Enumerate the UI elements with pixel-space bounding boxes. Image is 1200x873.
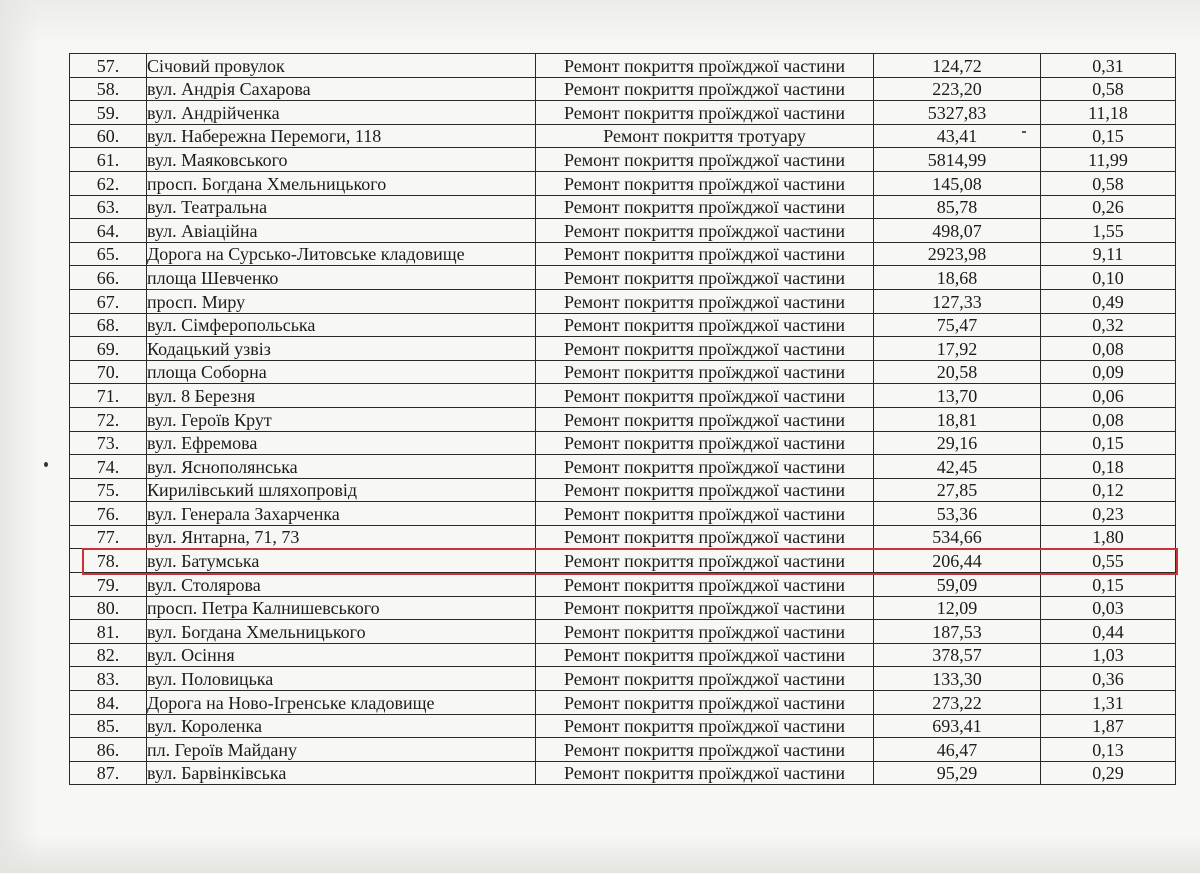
work-type-cell: Ремонт покриття проїжджої частини xyxy=(536,54,874,78)
area-cell: 75,47 xyxy=(874,313,1041,337)
row-number-cell: 85. xyxy=(70,714,147,738)
table-row xyxy=(70,738,1176,762)
table-row xyxy=(70,525,1176,549)
work-type-cell: Ремонт покриття проїжджої частини xyxy=(536,502,874,526)
area-cell: 53,36 xyxy=(874,502,1041,526)
work-type-cell: Ремонт покриття проїжджої частини xyxy=(536,219,874,243)
row-number-cell: 62. xyxy=(70,171,147,195)
row-number-cell: 68. xyxy=(70,313,147,337)
street-name-cell: вул. Андрія Сахарова xyxy=(147,77,536,101)
table-row xyxy=(70,407,1176,431)
cost-cell: 0,58 xyxy=(1041,77,1176,101)
row-number-cell: 73. xyxy=(70,431,147,455)
cost-cell: 1,31 xyxy=(1041,691,1176,715)
table-row xyxy=(70,266,1176,290)
work-type-cell: Ремонт покриття проїжджої частини xyxy=(536,101,874,125)
cost-cell: 1,87 xyxy=(1041,714,1176,738)
street-name-cell: вул. Осіння xyxy=(147,643,536,667)
row-number-cell: 66. xyxy=(70,266,147,290)
cost-cell: 0,10 xyxy=(1041,266,1176,290)
street-name-cell: вул. Набережна Перемоги, 118 xyxy=(147,124,536,148)
table-row xyxy=(70,502,1176,526)
street-name-cell: пл. Героїв Майдану xyxy=(147,738,536,762)
area-cell: 124,72 xyxy=(874,54,1041,78)
row-number-cell: 84. xyxy=(70,691,147,715)
area-cell: 498,07 xyxy=(874,219,1041,243)
work-type-cell: Ремонт покриття проїжджої частини xyxy=(536,643,874,667)
row-number-cell: 67. xyxy=(70,289,147,313)
cost-cell: 0,15 xyxy=(1041,431,1176,455)
table-row xyxy=(70,761,1176,785)
table-row xyxy=(70,289,1176,313)
cost-cell: 1,03 xyxy=(1041,643,1176,667)
cost-cell: 0,44 xyxy=(1041,620,1176,644)
work-type-cell: Ремонт покриття проїжджої частини xyxy=(536,596,874,620)
table-row xyxy=(70,219,1176,243)
area-cell: 12,09 xyxy=(874,596,1041,620)
cost-cell: 0,32 xyxy=(1041,313,1176,337)
work-type-cell: Ремонт покриття проїжджої частини xyxy=(536,242,874,266)
work-type-cell: Ремонт покриття проїжджої частини xyxy=(536,337,874,361)
area-cell: 378,57 xyxy=(874,643,1041,667)
work-type-cell: Ремонт покриття проїжджої частини xyxy=(536,384,874,408)
work-type-cell: Ремонт покриття проїжджої частини xyxy=(536,691,874,715)
row-number-cell: 63. xyxy=(70,195,147,219)
table-body xyxy=(70,54,1176,785)
table-row xyxy=(70,337,1176,361)
table-row xyxy=(70,54,1176,78)
row-number-cell: 60. xyxy=(70,124,147,148)
street-name-cell: вул. Ефремова xyxy=(147,431,536,455)
table-row xyxy=(70,384,1176,408)
table-row xyxy=(70,242,1176,266)
area-cell: 95,29 xyxy=(874,761,1041,785)
cost-cell: 0,06 xyxy=(1041,384,1176,408)
row-number-cell: 83. xyxy=(70,667,147,691)
area-cell: 145,08 xyxy=(874,171,1041,195)
cost-cell: 0,18 xyxy=(1041,455,1176,479)
street-name-cell: вул. Половицька xyxy=(147,667,536,691)
row-number-cell: 58. xyxy=(70,77,147,101)
cost-cell: 11,99 xyxy=(1041,148,1176,172)
table-row-highlighted xyxy=(70,549,1176,573)
area-cell: 5814,99 xyxy=(874,148,1041,172)
work-type-cell: Ремонт покриття проїжджої частини xyxy=(536,761,874,785)
street-name-cell: вул. Барвінківська xyxy=(147,761,536,785)
cost-cell: 0,36 xyxy=(1041,667,1176,691)
cost-cell: 0,08 xyxy=(1041,407,1176,431)
table-row xyxy=(70,77,1176,101)
row-number-cell: 75. xyxy=(70,478,147,502)
row-number-cell: 61. xyxy=(70,148,147,172)
area-cell: 2923,98 xyxy=(874,242,1041,266)
work-type-cell: Ремонт покриття проїжджої частини xyxy=(536,620,874,644)
cost-cell: 0,29 xyxy=(1041,761,1176,785)
scan-shadow-top xyxy=(0,0,1200,46)
street-name-cell: вул. Сімферопольська xyxy=(147,313,536,337)
row-number-cell: 78. xyxy=(70,549,147,573)
work-type-cell: Ремонт покриття проїжджої частини xyxy=(536,525,874,549)
street-name-cell: просп. Петра Калнишевського xyxy=(147,596,536,620)
table-row xyxy=(70,714,1176,738)
table-row xyxy=(70,620,1176,644)
area-cell: 13,70 xyxy=(874,384,1041,408)
street-name-cell: Січовий провулок xyxy=(147,54,536,78)
table-row xyxy=(70,643,1176,667)
row-number-cell: 80. xyxy=(70,596,147,620)
row-number-cell: 70. xyxy=(70,360,147,384)
cost-cell: 0,15 xyxy=(1041,573,1176,597)
table-row xyxy=(70,667,1176,691)
row-number-cell: 76. xyxy=(70,502,147,526)
row-number-cell: 87. xyxy=(70,761,147,785)
street-name-cell: Дорога на Ново-Ігренське кладовище xyxy=(147,691,536,715)
work-type-cell: Ремонт покриття тротуару xyxy=(536,124,874,148)
area-cell: 206,44 xyxy=(874,549,1041,573)
scan-shadow-left xyxy=(0,0,40,873)
area-cell: 18,68 xyxy=(874,266,1041,290)
row-number-cell: 71. xyxy=(70,384,147,408)
row-number-cell: 86. xyxy=(70,738,147,762)
row-number-cell: 72. xyxy=(70,407,147,431)
street-name-cell: вул. Генерала Захарченка xyxy=(147,502,536,526)
area-cell: 693,41 xyxy=(874,714,1041,738)
cost-cell: 0,15 xyxy=(1041,124,1176,148)
street-name-cell: вул. Маяковського xyxy=(147,148,536,172)
work-type-cell: Ремонт покриття проїжджої частини xyxy=(536,266,874,290)
area-cell: 43,41 xyxy=(874,124,1041,148)
street-name-cell: вул. Богдана Хмельницького xyxy=(147,620,536,644)
area-cell: 85,78 xyxy=(874,195,1041,219)
row-number-cell: 64. xyxy=(70,219,147,243)
work-type-cell: Ремонт покриття проїжджої частини xyxy=(536,573,874,597)
street-name-cell: вул. Короленка xyxy=(147,714,536,738)
stray-ink-dot xyxy=(44,462,48,467)
work-type-cell: Ремонт покриття проїжджої частини xyxy=(536,431,874,455)
cost-cell: 0,31 xyxy=(1041,54,1176,78)
table-row xyxy=(70,195,1176,219)
street-name-cell: вул. 8 Березня xyxy=(147,384,536,408)
street-name-cell: вул. Героїв Крут xyxy=(147,407,536,431)
area-cell: 29,16 xyxy=(874,431,1041,455)
table-row xyxy=(70,691,1176,715)
cost-cell: 0,13 xyxy=(1041,738,1176,762)
row-number-cell: 82. xyxy=(70,643,147,667)
row-number-cell: 65. xyxy=(70,242,147,266)
cost-cell: 0,49 xyxy=(1041,289,1176,313)
work-type-cell: Ремонт покриття проїжджої частини xyxy=(536,289,874,313)
work-type-cell: Ремонт покриття проїжджої частини xyxy=(536,77,874,101)
area-cell: 534,66 xyxy=(874,525,1041,549)
work-type-cell: Ремонт покриття проїжджої частини xyxy=(536,360,874,384)
row-number-cell: 69. xyxy=(70,337,147,361)
row-number-cell: 81. xyxy=(70,620,147,644)
street-name-cell: просп. Богдана Хмельницького xyxy=(147,171,536,195)
row-number-cell: 79. xyxy=(70,573,147,597)
street-name-cell: вул. Театральна xyxy=(147,195,536,219)
table-row xyxy=(70,431,1176,455)
cost-cell: 0,26 xyxy=(1041,195,1176,219)
street-name-cell: Дорога на Сурсько-Литовське кладовище xyxy=(147,242,536,266)
cost-cell: 11,18 xyxy=(1041,101,1176,125)
area-cell: 27,85 xyxy=(874,478,1041,502)
street-name-cell: вул. Янтарна, 71, 73 xyxy=(147,525,536,549)
area-cell: 17,92 xyxy=(874,337,1041,361)
street-name-cell: вул. Авіаційна xyxy=(147,219,536,243)
cost-cell: 1,55 xyxy=(1041,219,1176,243)
work-type-cell: Ремонт покриття проїжджої частини xyxy=(536,667,874,691)
street-name-cell: Кодацький узвіз xyxy=(147,337,536,361)
street-name-cell: вул. Андрійченка xyxy=(147,101,536,125)
cost-cell: 1,80 xyxy=(1041,525,1176,549)
cost-cell: 0,08 xyxy=(1041,337,1176,361)
cost-cell: 0,55 xyxy=(1041,549,1176,573)
street-name-cell: площа Соборна xyxy=(147,360,536,384)
work-type-cell: Ремонт покриття проїжджої частини xyxy=(536,148,874,172)
work-type-cell: Ремонт покриття проїжджої частини xyxy=(536,455,874,479)
work-type-cell: Ремонт покриття проїжджої частини xyxy=(536,478,874,502)
area-cell: 273,22 xyxy=(874,691,1041,715)
street-name-cell: вул. Столярова xyxy=(147,573,536,597)
area-cell: 18,81 xyxy=(874,407,1041,431)
area-cell: 59,09 xyxy=(874,573,1041,597)
table-row xyxy=(70,596,1176,620)
area-cell: 133,30 xyxy=(874,667,1041,691)
scan-shadow-bottom xyxy=(0,835,1200,873)
table-row xyxy=(70,478,1176,502)
table-row xyxy=(70,124,1176,148)
table-row xyxy=(70,360,1176,384)
table-row xyxy=(70,313,1176,337)
table-row xyxy=(70,101,1176,125)
row-number-cell: 57. xyxy=(70,54,147,78)
area-cell: 42,45 xyxy=(874,455,1041,479)
area-cell: 127,33 xyxy=(874,289,1041,313)
work-type-cell: Ремонт покриття проїжджої частини xyxy=(536,407,874,431)
cost-cell: 0,09 xyxy=(1041,360,1176,384)
road-repair-table xyxy=(69,53,1176,785)
work-type-cell: Ремонт покриття проїжджої частини xyxy=(536,313,874,337)
work-type-cell: Ремонт покриття проїжджої частини xyxy=(536,195,874,219)
work-type-cell: Ремонт покриття проїжджої частини xyxy=(536,549,874,573)
table-row xyxy=(70,148,1176,172)
street-name-cell: вул. Батумська xyxy=(147,549,536,573)
table-row xyxy=(70,171,1176,195)
cost-cell: 0,58 xyxy=(1041,171,1176,195)
area-cell: 187,53 xyxy=(874,620,1041,644)
table-row xyxy=(70,455,1176,479)
area-cell: 5327,83 xyxy=(874,101,1041,125)
area-cell: 223,20 xyxy=(874,77,1041,101)
row-number-cell: 59. xyxy=(70,101,147,125)
cost-cell: 0,12 xyxy=(1041,478,1176,502)
row-number-cell: 77. xyxy=(70,525,147,549)
street-name-cell: вул. Яснополянська xyxy=(147,455,536,479)
table-row xyxy=(70,573,1176,597)
cost-cell: 0,23 xyxy=(1041,502,1176,526)
work-type-cell: Ремонт покриття проїжджої частини xyxy=(536,714,874,738)
work-type-cell: Ремонт покриття проїжджої частини xyxy=(536,171,874,195)
cost-cell: 9,11 xyxy=(1041,242,1176,266)
street-name-cell: Кирилівський шляхопровід xyxy=(147,478,536,502)
work-type-cell: Ремонт покриття проїжджої частини xyxy=(536,738,874,762)
street-name-cell: площа Шевченко xyxy=(147,266,536,290)
area-cell: 46,47 xyxy=(874,738,1041,762)
street-name-cell: просп. Миру xyxy=(147,289,536,313)
row-number-cell: 74. xyxy=(70,455,147,479)
cost-cell: 0,03 xyxy=(1041,596,1176,620)
area-cell: 20,58 xyxy=(874,360,1041,384)
